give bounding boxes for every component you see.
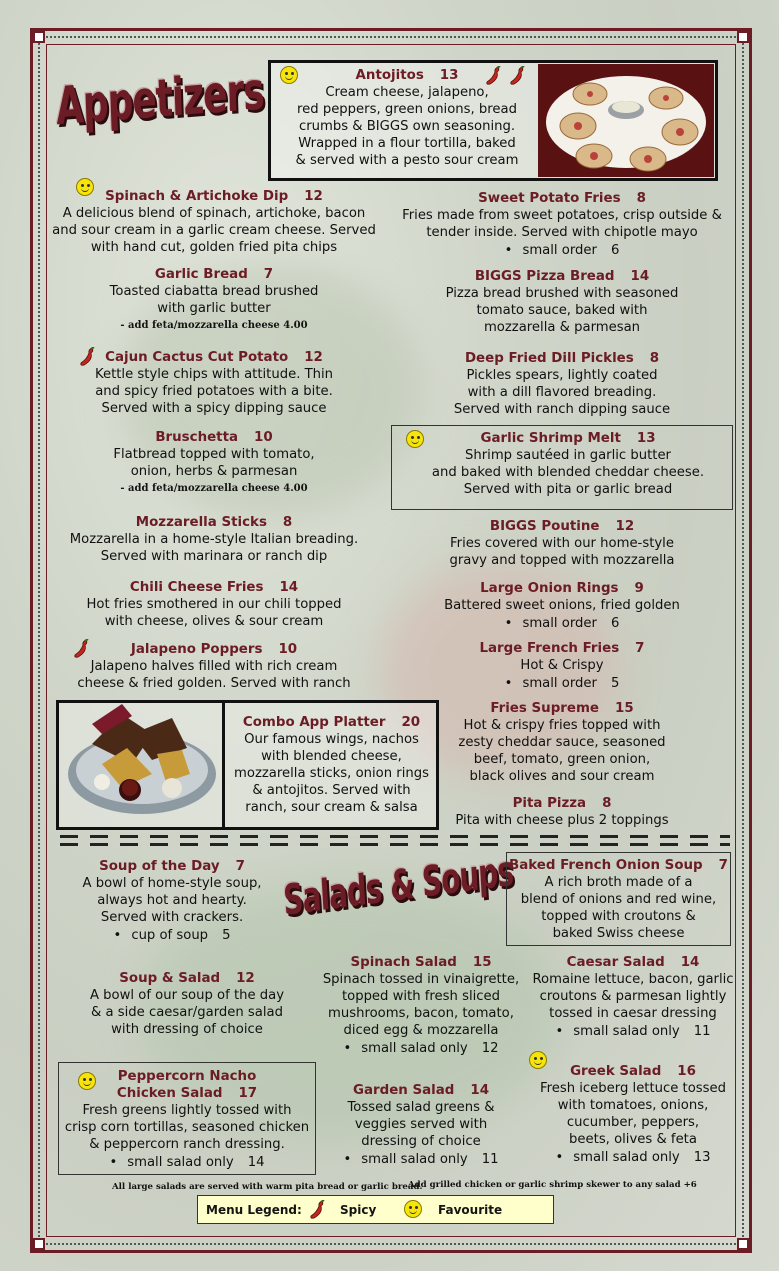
frame-corner: [737, 1238, 749, 1250]
footnote-add-protein: Add grilled chicken or garlic shrimp skewer to any salad +6: [408, 1180, 697, 1190]
legend-label: Menu Legend:: [206, 1203, 302, 1217]
legend-spicy: Spicy: [340, 1203, 377, 1217]
menu-item-garden-salad: Garden Salad 14 Tossed salad greens & veggies served with dressing of choice • small salad only 11: [318, 1082, 524, 1168]
menu-item-cajun-cactus-cut-potato: Cajun Cactus Cut Potato 12 Kettle style chips with attitude. Thin and spicy fried potatoes with a bite. Served with a spicy dipping sauce: [94, 350, 334, 416]
menu-item-caesar-salad: Caesar Salad 14 Romaine lettuce, bacon, garlic croutons & parmesan lightly tossed in caesar dressing • small salad only 11: [528, 954, 738, 1040]
menu-item-sweet-potato-fries: Sweet Potato Fries 8 Fries made from sweet potatoes, crisp outside & tender inside. Served with chipotle mayo • small order 6: [392, 190, 732, 259]
menu-item-peppercorn-nacho-chicken-salad: Peppercorn Nacho Chicken Salad 17 Fresh greens lightly tossed with crisp corn tortillas, seasoned chicken & peppercorn ranch dressing. • small salad only 14: [62, 1068, 312, 1171]
section-divider: [60, 835, 730, 838]
menu-item-garlic-shrimp-melt: Garlic Shrimp Melt 13 Shrimp sautéed in garlic butter and baked with blended cheddar cheese. Served with pita or garlic bread: [431, 431, 705, 497]
menu-item-greek-salad: Greek Salad 16 Fresh iceberg lettuce tossed with tomatoes, onions, cucumber, peppers, beets, olives & feta • small salad only 13: [528, 1063, 738, 1166]
menu-item-baked-french-onion-soup: Baked French Onion Soup 7 A rich broth made of a blend of onions and red wine, topped with croutons & baked Swiss cheese: [509, 858, 728, 941]
pepper-icon: [308, 1200, 326, 1220]
frame-corner: [737, 31, 749, 43]
menu-item-soup-of-the-day: Soup of the Day 7 A bowl of home-style soup, always hot and hearty. Served with crackers. • cup of soup 5: [62, 858, 282, 944]
menu-item-antojitos: Antojitos 13 Cream cheese, jalapeno, red peppers, green onions, bread crumbs & BIGGS own seasoning. Wrapped in a flour tortilla, baked & served with a pesto sour cream: [295, 68, 519, 168]
menu-item-bruschetta: Bruschetta 10 Flatbread topped with tomato, onion, herbs & parmesan - add feta/mozzarella cheese 4.00: [113, 430, 315, 494]
menu-item-large-french-fries: Large French Fries 7 Hot & Crispy • small order 5: [392, 640, 732, 692]
menu-item-garlic-bread: Garlic Bread 7 Toasted ciabatta bread brushed with garlic butter - add feta/mozzarella cheese 4.00: [109, 267, 319, 331]
menu-item-biggs-pizza-bread: BIGGS Pizza Bread 14 Pizza bread brushed with seasoned tomato sauce, baked with mozzarella & parmesan: [445, 269, 679, 335]
menu-item-biggs-poutine: BIGGS Poutine 12 Fries covered with our home-style gravy and topped with mozzarella: [449, 519, 675, 568]
menu-item-large-onion-rings: Large Onion Rings 9 Battered sweet onions, fried golden • small order 6: [392, 580, 732, 632]
menu-item-jalapeno-poppers: Jalapeno Poppers 10 Jalapeno halves filled with rich cream cheese & fried golden. Served with ranch: [77, 642, 351, 691]
menu-item-fries-supreme: Fries Supreme 15 Hot & crispy fries topped with zesty cheddar sauce, seasoned beef, tomato, green onion, black olives and sour cream: [458, 701, 666, 784]
menu-item-deep-fried-dill-pickles: Deep Fried Dill Pickles 8 Pickles spears, lightly coated with a dill flavored breading. Served with ranch dipping sauce: [453, 351, 671, 417]
menu-item-mozzarella-sticks: Mozzarella Sticks 8 Mozzarella in a home-style Italian breading. Served with marinara or ranch dip: [69, 515, 359, 564]
menu-legend: [197, 1195, 554, 1224]
menu-item-chili-cheese-fries: Chili Cheese Fries 14 Hot fries smothered in our chili topped with cheese, olives & sour cream: [86, 580, 342, 629]
legend-favourite: Favourite: [438, 1203, 503, 1217]
menu-item-spinach-artichoke-dip: Spinach & Artichoke Dip 12 A delicious blend of spinach, artichoke, bacon and sour cream in a garlic cream cheese. Served with hand cut, golden fried pita chips: [52, 189, 376, 255]
antojitos-photo: [538, 64, 714, 177]
frame-corner: [33, 1238, 45, 1250]
frame-corner: [33, 31, 45, 43]
smiley-icon: [404, 1200, 422, 1218]
section-divider: [60, 843, 730, 846]
appetizers-heading: Appetizers: [55, 62, 265, 138]
menu-item-soup-and-salad: Soup & Salad 12 A bowl of our soup of the day & a side caesar/garden salad with dressing of choice: [89, 971, 285, 1037]
combo-divider: [222, 700, 225, 830]
combo-platter-photo: [62, 704, 218, 826]
menu-item-spinach-salad: Spinach Salad 15 Spinach tossed in vinaigrette, topped with fresh sliced mushrooms, bacon, tomato, diced egg & mozzarella • small salad only 12: [318, 954, 524, 1057]
menu-item-pita-pizza: Pita Pizza 8 Pita with cheese plus 2 toppings: [455, 796, 669, 828]
salads-soups-heading: Salads & Soups: [282, 845, 515, 926]
menu-item-combo-app-platter: Combo App Platter 20 Our famous wings, nachos with blended cheese, mozzarella sticks, onion rings & antojitos. Served with ranch, sour cream & salsa: [234, 715, 429, 815]
footnote-pita: All large salads are served with warm pita bread or garlic bread.: [112, 1182, 423, 1192]
